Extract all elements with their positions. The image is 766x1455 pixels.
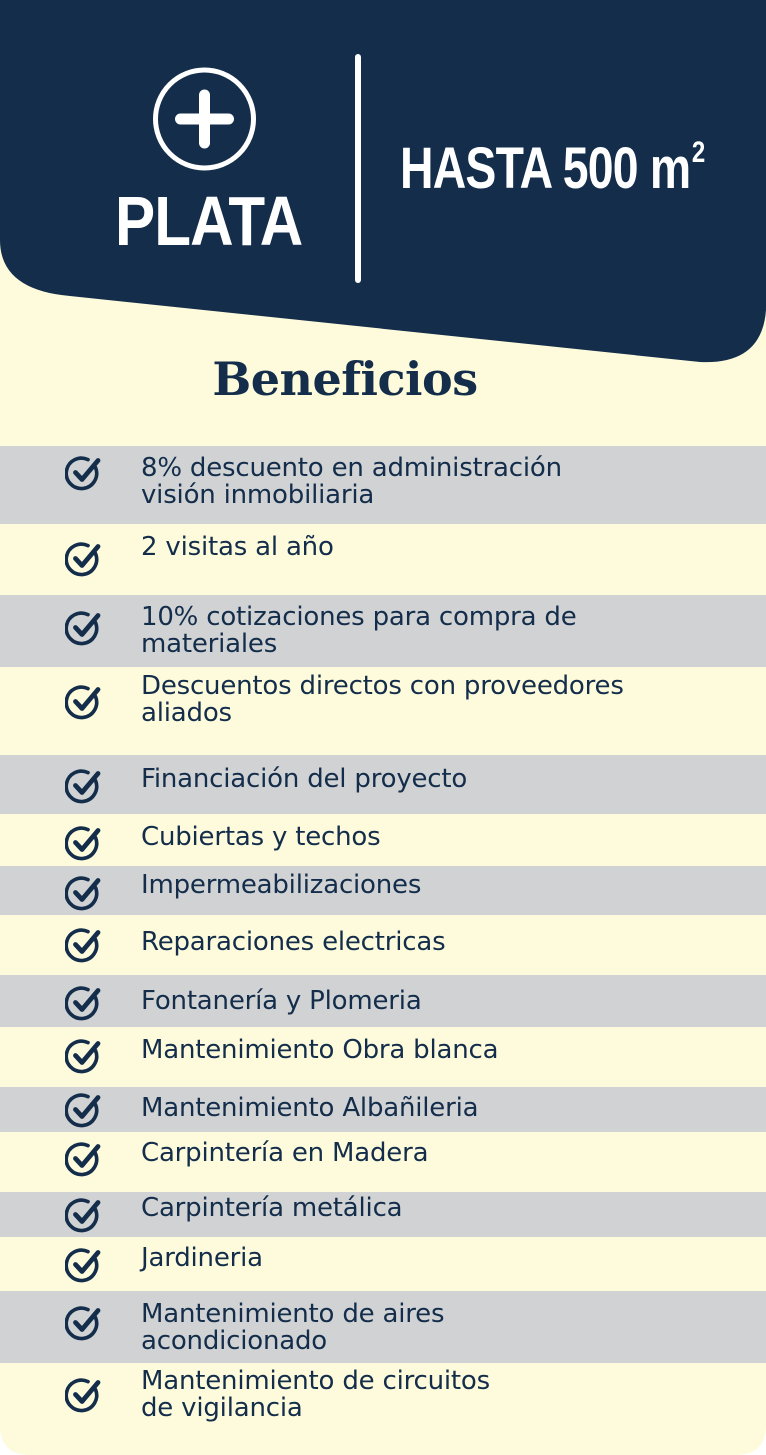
area-limit <box>400 136 705 201</box>
check-circle-icon <box>65 1247 101 1283</box>
check-circle-icon <box>65 684 101 720</box>
check-circle-icon <box>65 455 101 491</box>
benefit-row <box>0 524 766 595</box>
benefit-label: 10% cotizaciones para compra de materiales <box>141 602 577 659</box>
benefit-row <box>0 1237 766 1291</box>
benefit-label: Mantenimiento Obra blanca <box>141 1035 499 1065</box>
benefit-label: Mantenimiento Albañileria <box>141 1093 479 1123</box>
area-unit-exponent: 2 <box>691 136 705 169</box>
benefit-label: Financiación del proyecto <box>141 764 468 794</box>
benefit-label: Carpintería en Madera <box>141 1138 429 1168</box>
section-title: Beneficios <box>212 352 478 406</box>
check-circle-icon <box>65 1197 101 1233</box>
check-circle-icon <box>65 1305 101 1341</box>
check-circle-icon <box>65 1038 101 1074</box>
check-circle-icon <box>65 985 101 1021</box>
check-circle-icon <box>65 1092 101 1128</box>
benefit-row <box>0 915 766 975</box>
benefit-row <box>0 1363 766 1455</box>
benefit-row <box>0 1087 766 1132</box>
header-divider <box>355 54 361 283</box>
check-circle-icon <box>65 541 101 577</box>
benefit-label: 2 visitas al año <box>141 532 334 562</box>
benefit-row <box>0 1291 766 1363</box>
check-circle-icon <box>65 610 101 646</box>
check-circle-icon <box>65 825 101 861</box>
benefit-label: Mantenimiento de aires acondicionado <box>141 1299 445 1356</box>
benefit-row <box>0 866 766 915</box>
benefit-row <box>0 667 766 755</box>
benefit-label: Impermeabilizaciones <box>141 870 422 900</box>
benefit-row <box>0 595 766 667</box>
benefit-label: Jardineria <box>141 1243 263 1273</box>
check-circle-icon <box>65 927 101 963</box>
benefit-label: Reparaciones electricas <box>141 927 446 957</box>
area-limit-text: HASTA 500 m <box>400 136 691 201</box>
benefit-row <box>0 755 766 814</box>
benefit-row <box>0 1027 766 1087</box>
check-circle-icon <box>65 768 101 804</box>
benefit-row <box>0 1192 766 1237</box>
plus-circle-icon <box>151 67 258 171</box>
benefit-label: Mantenimiento de circuitos de vigilancia <box>141 1366 490 1423</box>
benefit-label: 8% descuento en administración visión inmobiliaria <box>141 453 562 510</box>
benefit-row <box>0 1132 766 1192</box>
benefit-label: Fontanería y Plomeria <box>141 986 422 1016</box>
benefit-label: Descuentos directos con proveedores aliados <box>141 671 624 728</box>
benefit-row <box>0 446 766 524</box>
benefit-label: Carpintería metálica <box>141 1193 403 1223</box>
benefit-row <box>0 975 766 1027</box>
benefit-row <box>0 814 766 866</box>
plan-name: PLATA <box>114 182 303 260</box>
check-circle-icon <box>65 1141 101 1177</box>
benefit-label: Cubiertas y techos <box>141 822 381 852</box>
check-circle-icon <box>65 1377 101 1413</box>
check-circle-icon <box>65 875 101 911</box>
